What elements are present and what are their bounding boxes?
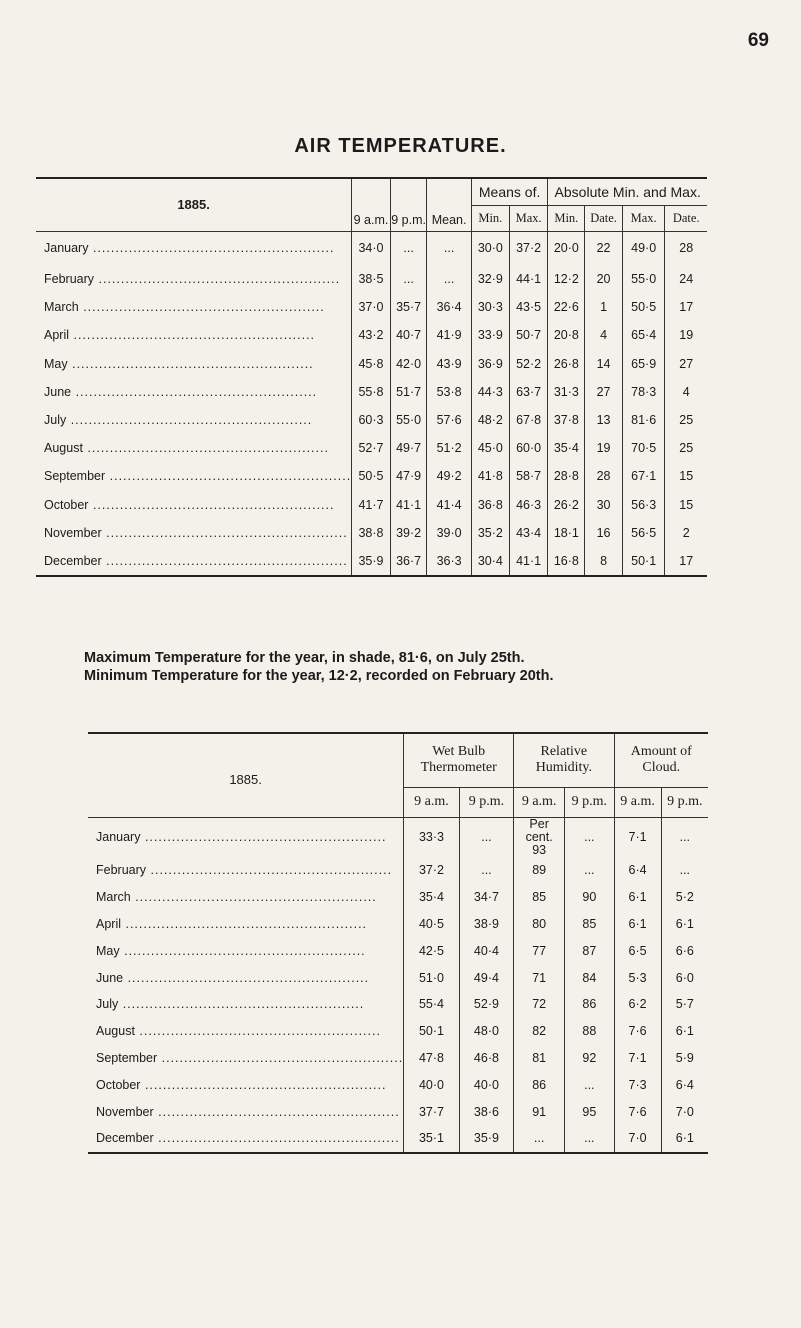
- page-number: 69: [747, 30, 769, 51]
- cloud-pm-value: 6·4: [675, 1077, 694, 1092]
- pm-value: 36·7: [390, 547, 427, 576]
- rh-am-value: 71: [514, 964, 565, 991]
- cloud-pm-value: 7·0: [675, 1104, 694, 1119]
- rh-am-value: 89: [514, 857, 565, 884]
- month-label: April .....: [88, 911, 404, 938]
- mean-value: ...: [427, 231, 472, 265]
- rh-pm-value: 95: [565, 1098, 614, 1125]
- cloud-pm-value: 6·0: [675, 970, 694, 985]
- table-row: [36, 547, 707, 576]
- cloud-pm-value: 6·6: [675, 943, 694, 958]
- mean-value: 43·9: [427, 350, 472, 378]
- temperature-notes: [84, 649, 554, 685]
- rh-am-number: 93: [532, 842, 547, 857]
- abs-max-date: 27: [679, 356, 694, 371]
- table-row: [36, 434, 707, 462]
- rh-am-value: 86: [514, 1071, 565, 1098]
- relative-humidity-header: [514, 733, 614, 787]
- month-label: August .....: [88, 1018, 404, 1045]
- means-max-value: 60·0: [509, 434, 548, 462]
- table-row: [88, 991, 708, 1018]
- means-min-value: 44·3: [471, 378, 509, 406]
- month-label: November .....: [88, 1098, 404, 1125]
- table-row: [36, 321, 707, 349]
- cloud-pm-value: 6·1: [675, 916, 694, 931]
- cloud-pm-value: 5·2: [675, 890, 694, 905]
- abs-max-value: 50·5: [622, 293, 665, 321]
- pm-header: 9 p.m.: [390, 178, 427, 231]
- abs-min-value: 18·1: [548, 519, 585, 547]
- wet-pm-value: 48·0: [459, 1018, 513, 1045]
- mean-value: 36·3: [427, 547, 472, 576]
- rh-pm-value: 88: [565, 1018, 614, 1045]
- abs-min-value: 31·3: [548, 378, 585, 406]
- wet-bulb-title: Wet Bulb: [432, 744, 486, 760]
- am-value: 41·7: [352, 491, 391, 519]
- cloud-am-value: 7·1: [614, 1045, 661, 1072]
- rh-pm-value: 92: [565, 1045, 614, 1072]
- month-label: June .....: [36, 378, 352, 406]
- wet-am-header: 9 a.m.: [404, 787, 460, 817]
- abs-min-date: 27: [585, 378, 623, 406]
- min-header: Min.: [471, 205, 509, 231]
- wet-am-value: 50·1: [404, 1018, 460, 1045]
- mean-value: 57·6: [427, 406, 472, 434]
- abs-max-value: 49·0: [622, 231, 665, 265]
- rh-pm-value: ...: [565, 1125, 614, 1153]
- month-label: October .....: [36, 491, 352, 519]
- pm-value: ...: [390, 265, 427, 293]
- rh-am-value: 77: [514, 937, 565, 964]
- cloud-am-value: 6·4: [614, 857, 661, 884]
- abs-min-value: 20·8: [548, 321, 585, 349]
- means-min-value: 33·9: [471, 321, 509, 349]
- means-max-value: 43·4: [509, 519, 548, 547]
- min-temperature-note: Minimum Temperature for the year, 12·2, recorded on February 20th.: [84, 668, 554, 684]
- abs-min-value: 16·8: [548, 547, 585, 576]
- month-label: December .....: [36, 547, 352, 576]
- means-min-value: 36·9: [471, 350, 509, 378]
- abs-min-value: 26·8: [548, 350, 585, 378]
- cloud-am-value: 6·5: [614, 937, 661, 964]
- mean-value: ...: [427, 265, 472, 293]
- abs-min-value: 12·2: [548, 265, 585, 293]
- table-row: [36, 265, 707, 293]
- abs-min-date: 28: [585, 462, 623, 490]
- abs-max-date: 4: [682, 384, 690, 399]
- month-label: February .....: [36, 265, 352, 293]
- abs-max-value: 81·6: [622, 406, 665, 434]
- cloud-am-value: 7·0: [614, 1125, 661, 1153]
- month-label: December .....: [88, 1125, 404, 1153]
- abs-min-date: 8: [585, 547, 623, 576]
- means-min-value: 45·0: [471, 434, 509, 462]
- abs-max-date: 17: [679, 300, 694, 315]
- abs-max-value: 65·9: [622, 350, 665, 378]
- wet-bulb-header: [404, 733, 514, 787]
- rh-am-value: 80: [514, 911, 565, 938]
- abs-max-date: 25: [679, 413, 694, 428]
- abs-min-date: 30: [585, 491, 623, 519]
- means-max-value: 37·2: [509, 231, 548, 265]
- abs-min-value: 28·8: [548, 462, 585, 490]
- max-header: Max.: [509, 205, 548, 231]
- am-value: 34·0: [352, 231, 391, 265]
- abs-max-value: 70·5: [622, 434, 665, 462]
- month-label: November .....: [36, 519, 352, 547]
- cloud-subtitle: Cloud.: [642, 760, 681, 776]
- means-max-value: 46·3: [509, 491, 548, 519]
- table-row: [36, 231, 707, 265]
- wet-pm-value: 49·4: [459, 964, 513, 991]
- rh-am-value: 82: [514, 1018, 565, 1045]
- pm-value: 51·7: [390, 378, 427, 406]
- wet-am-value: 40·0: [404, 1071, 460, 1098]
- means-max-value: 50·7: [509, 321, 548, 349]
- pm-value: 47·9: [390, 462, 427, 490]
- absolute-header: Absolute Min. and Max.: [548, 178, 707, 205]
- rh-pm-value: 90: [565, 884, 614, 911]
- rh-pm-value: 87: [565, 937, 614, 964]
- mean-value: 36·4: [427, 293, 472, 321]
- abs-max-date: 2: [682, 525, 690, 540]
- am-value: 43·2: [352, 321, 391, 349]
- rh-pm-value: ...: [565, 857, 614, 884]
- wet-pm-value: ...: [459, 857, 513, 884]
- wet-pm-value: ...: [459, 817, 513, 857]
- abs-max-value: 55·0: [622, 265, 665, 293]
- rh-pm-value: ...: [565, 1071, 614, 1098]
- month-label: September .....: [88, 1045, 404, 1072]
- means-max-value: 43·5: [509, 293, 548, 321]
- rh-am-value: 81: [514, 1045, 565, 1072]
- rh-pm-value: 85: [565, 911, 614, 938]
- wet-am-value: 33·3: [404, 817, 460, 857]
- cloud-am-header: 9 a.m.: [614, 787, 661, 817]
- abs-max-date: 24: [679, 272, 694, 287]
- cloud-am-value: 7·6: [614, 1098, 661, 1125]
- wet-pm-value: 35·9: [459, 1125, 513, 1153]
- means-max-value: 58·7: [509, 462, 548, 490]
- month-label: June .....: [88, 964, 404, 991]
- abs-max-value: 56·3: [622, 491, 665, 519]
- abs-max-value: 50·1: [622, 547, 665, 576]
- cloud-pm-value: 6·1: [675, 1131, 694, 1146]
- pm-value: ...: [390, 231, 427, 265]
- relative-humidity-title: Relative: [540, 744, 588, 760]
- wet-pm-value: 46·8: [459, 1045, 513, 1072]
- abs-max-value: 56·5: [622, 519, 665, 547]
- wet-am-value: 40·5: [404, 911, 460, 938]
- mean-value: 41·4: [427, 491, 472, 519]
- pm-value: 35·7: [390, 293, 427, 321]
- table-row: [36, 406, 707, 434]
- month-label: January .....: [88, 817, 404, 857]
- means-min-value: 36·8: [471, 491, 509, 519]
- wet-pm-value: 34·7: [459, 884, 513, 911]
- rh-am-value: 85: [514, 884, 565, 911]
- wet-pm-value: 38·6: [459, 1098, 513, 1125]
- means-min-value: 32·9: [471, 265, 509, 293]
- pm-value: 40·7: [390, 321, 427, 349]
- rh-am-value: [514, 817, 565, 857]
- am-value: 38·8: [352, 519, 391, 547]
- abs-max-date: 17: [679, 553, 694, 568]
- table-row: [36, 519, 707, 547]
- table-row: [88, 964, 708, 991]
- wet-pm-value: 40·4: [459, 937, 513, 964]
- month-label: May .....: [88, 937, 404, 964]
- wet-am-value: 55·4: [404, 991, 460, 1018]
- wet-am-value: 37·7: [404, 1098, 460, 1125]
- year-header: 1885.: [88, 733, 404, 817]
- month-label: May .....: [36, 350, 352, 378]
- pm-value: 55·0: [390, 406, 427, 434]
- am-value: 38·5: [352, 265, 391, 293]
- mean-value: 49·2: [427, 462, 472, 490]
- relative-humidity-subtitle: Humidity.: [535, 760, 592, 776]
- year-header: 1885.: [36, 178, 352, 231]
- abs-min-value: 37·8: [548, 406, 585, 434]
- abs-min-date: 14: [585, 350, 623, 378]
- mean-header: Mean.: [427, 178, 472, 231]
- abs-max-value: 67·1: [622, 462, 665, 490]
- cloud-am-value: 6·1: [614, 884, 661, 911]
- table-row: [36, 462, 707, 490]
- means-of-header: Means of.: [471, 178, 548, 205]
- wet-am-value: 47·8: [404, 1045, 460, 1072]
- rh-pm-header: 9 p.m.: [565, 787, 614, 817]
- abs-min-date: 22: [585, 231, 623, 265]
- cloud-pm-value: ...: [679, 830, 691, 845]
- mean-value: 51·2: [427, 434, 472, 462]
- table-row: [88, 911, 708, 938]
- mean-value: 39·0: [427, 519, 472, 547]
- wet-pm-value: 38·9: [459, 911, 513, 938]
- cloud-am-value: 7·6: [614, 1018, 661, 1045]
- am-value: 45·8: [352, 350, 391, 378]
- means-max-value: 41·1: [509, 547, 548, 576]
- am-value: 37·0: [352, 293, 391, 321]
- abs-min-date: 16: [585, 519, 623, 547]
- month-label: July .....: [88, 991, 404, 1018]
- month-label: July .....: [36, 406, 352, 434]
- table-row: [36, 293, 707, 321]
- means-min-value: 30·0: [471, 231, 509, 265]
- mean-value: 53·8: [427, 378, 472, 406]
- am-value: 50·5: [352, 462, 391, 490]
- abs-min-date: 19: [585, 434, 623, 462]
- means-min-value: 30·4: [471, 547, 509, 576]
- abs-min-value: 26·2: [548, 491, 585, 519]
- table-row: [36, 491, 707, 519]
- max-temperature-note: Maximum Temperature for the year, in shade, 81·6, on July 25th.: [84, 650, 525, 666]
- cloud-am-value: 6·2: [614, 991, 661, 1018]
- means-min-value: 48·2: [471, 406, 509, 434]
- abs-max-date: 15: [679, 497, 694, 512]
- page-title: AIR TEMPERATURE.: [294, 135, 507, 157]
- pm-value: 42·0: [390, 350, 427, 378]
- am-value: 52·7: [352, 434, 391, 462]
- month-label: March .....: [88, 884, 404, 911]
- means-min-value: 30·3: [471, 293, 509, 321]
- means-max-value: 52·2: [509, 350, 548, 378]
- abs-min-date: 4: [585, 321, 623, 349]
- table-row: [36, 378, 707, 406]
- abs-min-date: 13: [585, 406, 623, 434]
- means-max-value: 44·1: [509, 265, 548, 293]
- table-row: [88, 1018, 708, 1045]
- rh-pm-value: ...: [565, 817, 614, 857]
- abs-max-date: 19: [679, 328, 694, 343]
- means-max-value: 67·8: [509, 406, 548, 434]
- cloud-am-value: 5·3: [614, 964, 661, 991]
- air-temperature-table: [36, 177, 707, 577]
- abs-max-date: 28: [679, 241, 694, 256]
- table-row: [88, 817, 708, 857]
- table-row: [88, 1045, 708, 1072]
- cloud-pm-value: 5·9: [675, 1050, 694, 1065]
- abs-max-header: Max.: [622, 205, 665, 231]
- wet-pm-header: 9 p.m.: [459, 787, 513, 817]
- cloud-pm-value: 5·7: [675, 997, 694, 1012]
- means-min-value: 35·2: [471, 519, 509, 547]
- month-label: January .....: [36, 231, 352, 265]
- wet-pm-value: 40·0: [459, 1071, 513, 1098]
- cloud-am-value: 6·1: [614, 911, 661, 938]
- table-row: [88, 884, 708, 911]
- month-label: February .....: [88, 857, 404, 884]
- abs-max-value: 78·3: [622, 378, 665, 406]
- abs-max-date: 15: [679, 469, 694, 484]
- wet-pm-value: 52·9: [459, 991, 513, 1018]
- month-label: October .....: [88, 1071, 404, 1098]
- rh-pm-value: 86: [565, 991, 614, 1018]
- abs-min-value: 20·0: [548, 231, 585, 265]
- wet-am-value: 42·5: [404, 937, 460, 964]
- cloud-pm-value: 6·1: [675, 1024, 694, 1039]
- abs-min-header: Min.: [548, 205, 585, 231]
- month-label: April .....: [36, 321, 352, 349]
- cloud-header: [614, 733, 708, 787]
- table-row: [88, 1071, 708, 1098]
- rh-am-value: 91: [514, 1098, 565, 1125]
- abs-min-value: 35·4: [548, 434, 585, 462]
- cloud-am-value: 7·1: [614, 817, 661, 857]
- abs-min-date-header: Date.: [585, 205, 623, 231]
- cloud-pm-header: 9 p.m.: [661, 787, 708, 817]
- cloud-pm-value: ...: [679, 863, 691, 878]
- abs-min-date: 1: [585, 293, 623, 321]
- means-max-value: 63·7: [509, 378, 548, 406]
- abs-max-value: 65·4: [622, 321, 665, 349]
- cloud-am-value: 7·3: [614, 1071, 661, 1098]
- rh-am-header: 9 a.m.: [514, 787, 565, 817]
- am-header: 9 a.m.: [352, 178, 391, 231]
- table-row: [88, 857, 708, 884]
- wet-am-value: 37·2: [404, 857, 460, 884]
- table-row: [88, 1125, 708, 1153]
- percent-label: Per cent.: [525, 816, 553, 844]
- rh-am-value: ...: [514, 1125, 565, 1153]
- table-row: [88, 937, 708, 964]
- mean-value: 41·9: [427, 321, 472, 349]
- am-value: 60·3: [352, 406, 391, 434]
- rh-am-value: 72: [514, 991, 565, 1018]
- am-value: 35·9: [352, 547, 391, 576]
- abs-max-date: 25: [679, 441, 694, 456]
- cloud-title: Amount of: [630, 744, 692, 760]
- means-min-value: 41·8: [471, 462, 509, 490]
- humidity-cloud-table: [88, 732, 708, 1154]
- wet-am-value: 35·4: [404, 884, 460, 911]
- am-value: 55·8: [352, 378, 391, 406]
- wet-bulb-subtitle: Thermometer: [420, 760, 497, 776]
- pm-value: 41·1: [390, 491, 427, 519]
- month-label: March .....: [36, 293, 352, 321]
- rh-pm-value: 84: [565, 964, 614, 991]
- wet-am-value: 35·1: [404, 1125, 460, 1153]
- table-row: [88, 1098, 708, 1125]
- pm-value: 39·2: [390, 519, 427, 547]
- abs-min-value: 22·6: [548, 293, 585, 321]
- abs-max-date-header: Date.: [665, 205, 707, 231]
- month-label: September .....: [36, 462, 352, 490]
- month-label: August .....: [36, 434, 352, 462]
- abs-min-date: 20: [585, 265, 623, 293]
- wet-am-value: 51·0: [404, 964, 460, 991]
- table-row: [36, 350, 707, 378]
- pm-value: 49·7: [390, 434, 427, 462]
